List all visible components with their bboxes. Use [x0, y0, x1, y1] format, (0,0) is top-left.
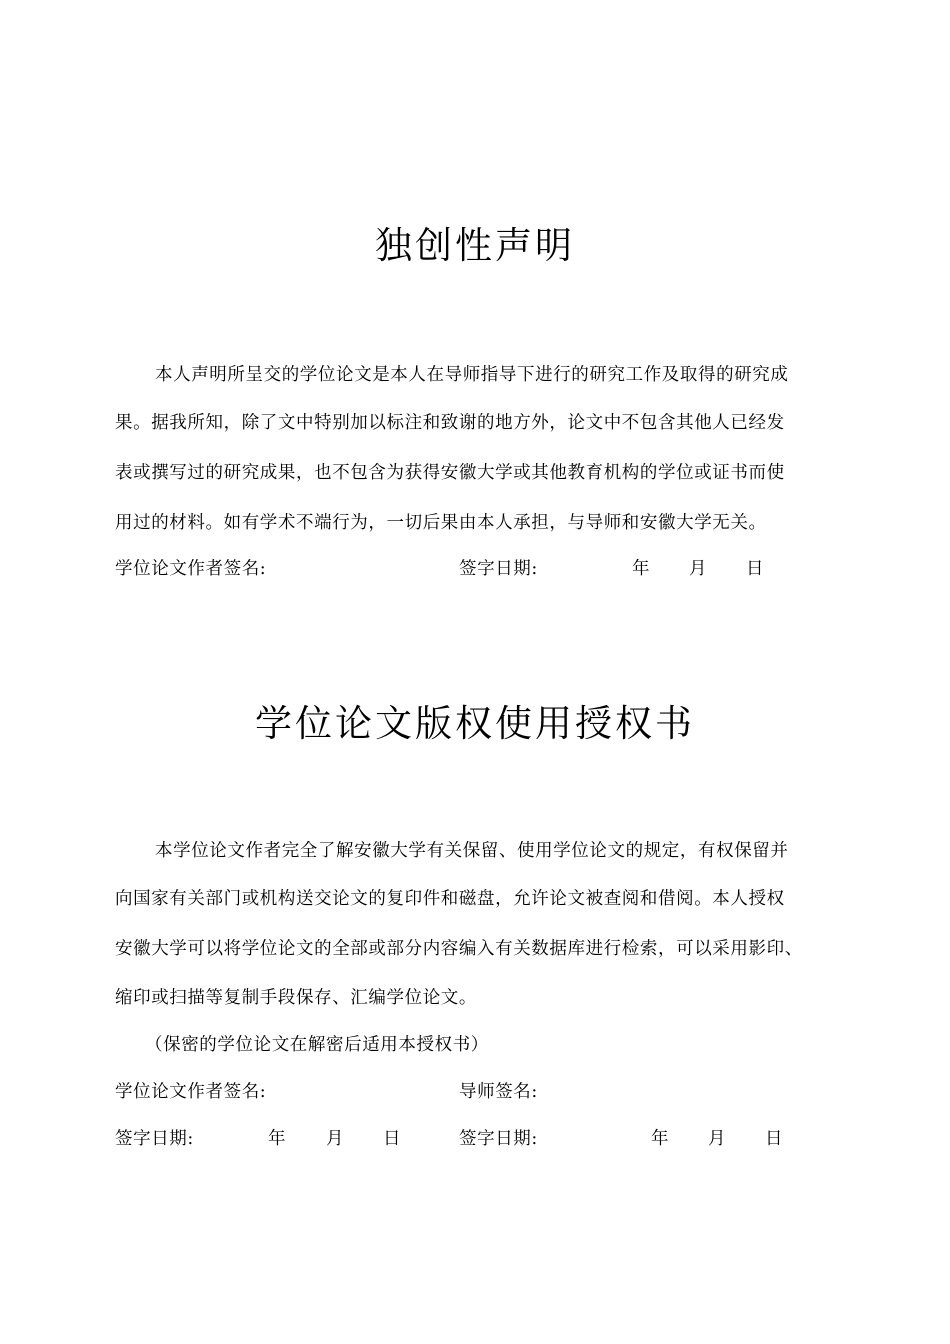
authorization-supervisor-day-label: 日: [765, 1129, 783, 1149]
declaration-line-2: 果。据我所知，除了文中特别加以标注和致谢的地方外，论文中不包含其他人已经发: [115, 413, 785, 433]
declaration-line-3: 表或撰写过的研究成果，也不包含为获得安徽大学或其他教育机构的学位或证书而使: [115, 463, 785, 483]
declaration-line-4: 用过的材料。如有学术不端行为，一切后果由本人承担，与导师和安徽大学无关。: [115, 513, 767, 533]
authorization-author-year-label: 年: [268, 1129, 286, 1149]
authorization-author-month-label: 月: [326, 1129, 344, 1149]
authorization-author-day-label: 日: [383, 1129, 401, 1149]
authorization-supervisor-date-label: 签字日期:: [459, 1129, 538, 1149]
authorization-supervisor-month-label: 月: [708, 1129, 726, 1149]
authorization-supervisor-year-label: 年: [651, 1129, 669, 1149]
authorization-author-signature-label: 学位论文作者签名:: [115, 1082, 267, 1102]
declaration-sign-date-label: 签字日期:: [459, 559, 538, 579]
authorization-author-date-label: 签字日期:: [115, 1129, 194, 1149]
declaration-author-signature-label: 学位论文作者签名:: [115, 559, 267, 579]
declaration-title: 独创性声明: [375, 224, 575, 267]
declaration-month-label: 月: [689, 559, 707, 579]
declaration-day-label: 日: [746, 559, 764, 579]
authorization-line-1: 本学位论文作者完全了解安徽大学有关保留、使用学位论文的规定，有权保留并: [155, 841, 789, 861]
authorization-line-2: 向国家有关部门或机构送交论文的复印件和磁盘，允许论文被查阅和借阅。本人授权: [115, 889, 785, 909]
authorization-line-4: 缩印或扫描等复制手段保存、汇编学位论文。: [115, 988, 477, 1008]
authorization-supervisor-signature-label: 导师签名:: [459, 1082, 538, 1102]
declaration-year-label: 年: [632, 559, 650, 579]
authorization-note: （保密的学位论文在解密后适用本授权书）: [145, 1035, 489, 1055]
declaration-line-1: 本人声明所呈交的学位论文是本人在导师指导下进行的研究工作及取得的研究成: [155, 365, 789, 385]
authorization-title: 学位论文版权使用授权书: [255, 702, 695, 745]
authorization-line-3: 安徽大学可以将学位论文的全部或部分内容编入有关数据库进行检索，可以采用影印、: [115, 939, 803, 959]
